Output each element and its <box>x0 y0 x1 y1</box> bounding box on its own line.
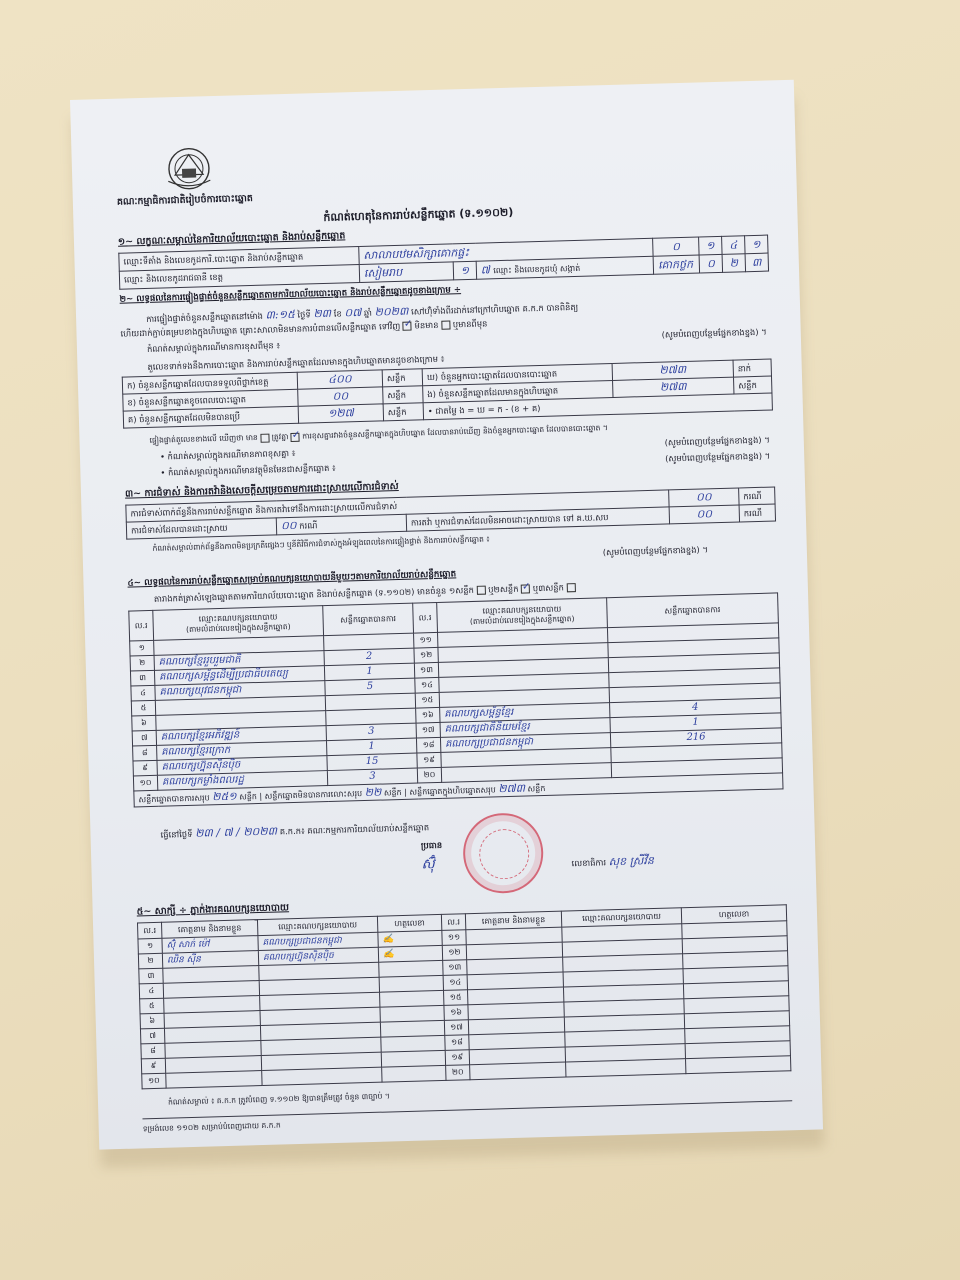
date-label: ធ្វើនៅថ្ងៃទី <box>160 828 193 840</box>
count-label: ង) ចំនួនសន្លឹកឆ្នោតដែលមានក្នុងហិបឆ្នោត <box>423 380 613 402</box>
witness-no: ១៩ <box>445 1050 469 1066</box>
chair-label: ប្រធាន <box>420 839 443 851</box>
result-no: ៤ <box>131 685 155 701</box>
two-sheets-checkbox[interactable] <box>521 584 530 593</box>
verification-day: ២៣ <box>313 306 332 321</box>
witness-no: ២ <box>138 953 162 969</box>
result-no: ១០ <box>133 775 157 791</box>
three-sheets-label: ឬ៣សន្លឹក <box>532 582 565 594</box>
witness-no: ១៧ <box>444 1020 468 1036</box>
form-reference: ទម្រង់លេខ ១១០២ សម្រាប់បំពេញដោយ គ.ក.ក <box>142 1120 281 1134</box>
commune-code-digit: ៣ <box>745 253 769 272</box>
count-label: គ) ចំនួនសន្លឹកឆ្នោតដែលមិនបានប្រើ <box>123 406 298 428</box>
bullet-note-1-label: • កំណត់សម្គាល់ក្នុងករណីមានភាពខុសគ្នា ៖ <box>159 447 296 462</box>
committee-name: គ.ក.ក៖ គណៈកម្មការការិយាល័យរាប់សន្លឹកឆ្នោត <box>279 822 430 837</box>
section4-title: ៤~ លទ្ធផលនៃការរាប់សន្លឹកឆ្នោតសម្រាប់គណបក្សនយោបាយនីមួយៗតាមការិយាល័យរាប់សន្លឹកឆ្នោត <box>127 569 457 589</box>
issue-label: ឬមានពីមុន <box>452 318 488 330</box>
result-party: គណបក្សយុវជនកម្ពុជា <box>155 681 325 701</box>
witness-table <box>137 904 791 1089</box>
witness-no: ៩ <box>141 1058 165 1074</box>
witness-no: ៧ <box>140 1028 164 1044</box>
unresolved-unit: ករណី <box>739 504 775 522</box>
count-label: ខ) ចំនួនសន្លឹកឆ្នោតខូចពេលបោះឆ្នោត <box>123 389 298 411</box>
official-stamp-icon <box>462 812 544 894</box>
form-title: កំណត់ហេតុនៃការរាប់សន្លឹកឆ្នោត (ទ.១១០២) <box>323 205 514 224</box>
col-party-sub: (តាមលំដាប់លេខរៀងក្នុងសន្លឹកឆ្នោត) <box>185 621 291 634</box>
result-no: ១ <box>130 640 154 656</box>
result-votes: 3 <box>327 768 417 786</box>
witness-party: គណបក្សហ្វ៊ុនស៊ិនប៉ិច <box>258 947 378 965</box>
col-no-header: ល.រ <box>129 610 154 641</box>
witness-name <box>166 1071 262 1089</box>
result-votes: 3 <box>326 723 416 741</box>
province-code-digit: ១ <box>453 261 476 280</box>
count-formula: • ជាតម្លៃ ង = ឃ = ក - (ខ + គ) <box>423 393 772 420</box>
result-no: ១៧ <box>416 722 440 738</box>
result-no: ១២ <box>414 647 438 663</box>
result-party: គណបក្សជាតិនិយមខ្មែរ <box>440 718 610 738</box>
count-label: ក) ចំនួនសន្លឹកឆ្នោតដែលបានទទួលពីថ្នាក់ខេត្ត <box>122 372 297 394</box>
col-votes-header: សន្លឹកឆ្នោតបានការ <box>323 603 414 636</box>
result-no: ៦ <box>132 715 156 731</box>
result-party: គណបក្សហ្វ៊ុនស៊ិនប៉ិច <box>157 756 327 776</box>
province-code-digit: ៧ <box>480 263 490 277</box>
total-box-label: សន្លឹកឆ្នោតក្នុងហិបឆ្នោតសរុប <box>409 785 496 797</box>
nec-logo-icon <box>161 144 216 193</box>
witness-no: ១៦ <box>444 1005 468 1021</box>
count-label: ឃ) ចំនួនអ្នកបោះឆ្នោតដែលបានបោះឆ្នោត <box>422 363 612 385</box>
secretary-signature: សុខ ស្រីវីន <box>608 853 655 869</box>
total-valid-value: ២៥១ <box>211 789 237 804</box>
resolved-label: ការជំទាស់ដែលបានដោះស្រាយ <box>126 518 276 539</box>
objection-count: ០០ <box>669 488 739 507</box>
date-line <box>160 820 429 841</box>
col-no-header: ល.រ <box>413 602 438 633</box>
objection-label: ការជំទាស់ពាក់ព័ន្ធនឹងការរាប់សន្លឹកឆ្នោត និងការតវ៉ាទៅនឹងការដោះស្រាយលើការជំទាស់ <box>126 490 669 522</box>
witness-no: ១៣ <box>443 960 467 976</box>
witness-party-header: ឈ្មោះគណបក្សនយោបាយ <box>561 908 681 927</box>
totals-row: សន្លឹកឆ្នោតបានការសរុប ២៥១ សន្លឹក | សន្លឹកឆ្នោតមិនបានការលោះសរុប ២២ សន្លឹក | សន្លឹកឆ្នោតក្នុងហិបឆ្នោតសរុប ២៧៣ សន្លឹក <box>134 773 783 807</box>
total-box-value: ២៧៣ <box>498 781 526 796</box>
secretary-label: លេខាធិការ <box>571 857 607 869</box>
note-hint: (សូមបំពេញបន្ថែមផ្នែកខាងខ្នង) ។ <box>661 326 767 340</box>
result-no: ១៩ <box>417 752 441 768</box>
witness-party: គណបក្សប្រជាជនកម្ពុជា <box>258 932 378 950</box>
station-code-digit: ១ <box>699 236 722 255</box>
witness-name: ស៊ុំ សាក់ ម៉ៅ <box>162 936 258 954</box>
result-party: គណបក្សសម្ព័ន្ធខ្មែរ <box>440 703 610 723</box>
result-no: ៥ <box>131 700 155 716</box>
witness-party-header: ឈ្មោះគណបក្សនយោបាយ <box>257 916 377 935</box>
organization-name: គណៈកម្មាធិការជាតិរៀបចំការបោះឆ្នោត <box>116 192 254 208</box>
result-party: គណបក្សខ្មែរអភិវឌ្ឍន៍ <box>156 726 326 746</box>
result-no: ៩ <box>133 760 157 776</box>
result-party: គណបក្សសម្ព័ន្ធដើម្បីប្រជាធិបតេយ្យ <box>154 666 324 686</box>
station-code-digit: ១ <box>745 235 769 254</box>
witness-signature <box>382 1065 446 1082</box>
count-unit: សន្លឹក <box>383 403 423 421</box>
result-votes: 1 <box>326 738 416 756</box>
result-votes: 1 <box>610 713 781 733</box>
verification-line2: សៅហ៊ុំទាំងពីរដាក់នៅក្រៅហិបឆ្នោត គ.ក.ក បានពិនិត្យ <box>410 301 579 317</box>
result-votes: 2 <box>324 648 414 666</box>
count-value: ៤០០ <box>297 370 382 389</box>
match-checkbox[interactable] <box>291 432 300 441</box>
station-label: ឈ្មោះទីតាំង និងលេខកូដការិ.បោះឆ្នោត និងរាប់សន្លឹកឆ្នោត <box>119 246 359 271</box>
witness-no: ៤ <box>139 983 163 999</box>
result-party: គណបក្សខ្មែររួបរួមជាតិ <box>154 651 324 671</box>
section2-title: ២~ លទ្ធផលនៃការផ្ទៀងផ្ទាត់ចំនួនសន្លឹកឆ្នោតតាមការិយាល័យបោះឆ្នោត និងរាប់សន្លឹកឆ្នោតដូចខាងក្រោម ÷ <box>119 285 462 305</box>
col-votes-header: សន្លឹកឆ្នោតបានការ <box>607 593 779 628</box>
result-no: ១៥ <box>415 692 439 708</box>
unresolved-count: ០០ <box>669 505 739 524</box>
tally-intro: តារាងកត់ត្រាសំឡេងឆ្នោតតាមការិយាល័យបោះឆ្នោត និងរាប់សន្លឹកឆ្នោត (ទ.១១០២) មានចំនួន ១សន្លឹក <box>153 584 475 604</box>
mismatch-label: ការខុសគ្នារវាងចំនួនសន្លឹកឆ្នោតក្នុងហិបឆ្នោត ដែលបានរាប់ឃើញ និងចំនួនអ្នកបោះឆ្នោត ដែលបានបោះឆ្នោត ។ <box>302 423 608 441</box>
secretary-line <box>571 854 654 869</box>
witness-no: ១០ <box>142 1073 166 1089</box>
witness-no-header: ល.រ <box>138 922 162 939</box>
col-party-header <box>153 606 324 641</box>
no-issue-label: មិនមាន <box>414 319 439 331</box>
count-unit: សន្លឹក <box>383 386 423 404</box>
section1-title: ១~ លក្ខណៈសម្គាល់នៃការិយាល័យបោះឆ្នោត និងរាប់សន្លឹកឆ្នោត <box>117 230 346 248</box>
result-no: ១៤ <box>415 677 439 693</box>
witness-party <box>566 1059 686 1077</box>
one-sheet-checkbox[interactable] <box>476 586 485 595</box>
station-code-digit: ០ <box>653 237 699 256</box>
witness-name <box>470 1062 566 1080</box>
result-party: គណបក្សខ្មែរក្រោក <box>157 741 327 761</box>
result-party: គណបក្សកម្លាំងពលរដ្ឋ <box>157 771 327 791</box>
result-no: ១៣ <box>414 662 438 678</box>
result-no: ១៦ <box>416 707 440 723</box>
result-no: ១១ <box>414 632 438 648</box>
witness-no: ១ <box>138 938 162 954</box>
bullet-note-2-hint: (សូមបំពេញបន្ថែមផ្នែកខាងខ្នង) ។ <box>665 450 771 464</box>
results-table <box>128 592 783 807</box>
result-votes: 1 <box>324 663 414 681</box>
witness-name: ឈិន ស៊ីន <box>162 951 258 969</box>
commune-code-digit: ០ <box>699 254 722 273</box>
col-party-title: ឈ្មោះគណបក្សនយោបាយ <box>482 604 562 616</box>
footnote: កំណត់សម្គាល់ ៖ គ.ក.ក ត្រូវបំពេញ ទ.១១០២ ឱ្យបានត្រឹមត្រូវ ចំនួន ៣ច្បាប់ ។ <box>167 1091 390 1107</box>
witness-no: ១៥ <box>444 990 468 1006</box>
section5-title: ៥~ សាក្សី ÷ ភ្នាក់ងារគណបក្សនយោបាយ <box>136 902 290 918</box>
objection-unit: ករណី <box>739 487 775 505</box>
count-unit: សន្លឹក <box>382 369 422 387</box>
commune-code-digit: ២ <box>722 254 745 273</box>
verification-month: ០៧ <box>344 305 362 320</box>
result-votes: 216 <box>610 728 781 748</box>
month-label: ខែ <box>333 308 342 319</box>
commune-name: គោកថ្លក <box>653 255 699 274</box>
result-votes: 5 <box>325 678 415 696</box>
witness-no: ១៤ <box>443 975 467 991</box>
result-no: ១៨ <box>416 737 440 753</box>
unresolved-label: ការតវ៉ា ឬការជំទាស់ដែលមិនអាចដោះស្រាយបាន ទៅ គ.ឃ.សប <box>406 507 669 531</box>
verification-time: ៣:១៥ <box>265 307 295 322</box>
verification-line3: ហើយដាក់ភ្ជាប់គម្របខាងក្នុងហិបឆ្នោត គ្រោះសាលាមិនមានការបំពានលើសន្លឹកឆ្នោត ទៅវិញ <box>120 320 401 339</box>
witness-no: ២០ <box>446 1065 470 1081</box>
total-box-unit: សន្លឹក <box>527 783 546 794</box>
verification-intro: ការផ្ទៀងផ្ទាត់ចំនួនសន្លឹកឆ្នោតនៅម៉ោង <box>146 310 264 324</box>
chair-signature: ស៊ុំ <box>421 856 436 873</box>
resolved-unit: ករណី <box>299 520 318 532</box>
col-party-header <box>437 598 608 633</box>
election-form-sheet <box>70 80 823 1150</box>
witness-no: ១១ <box>442 930 466 946</box>
count-unit: សន្លឹក <box>733 376 771 394</box>
witness-no: ១៨ <box>445 1035 469 1051</box>
bullet-note-2-label: • កំណត់សម្គាល់ក្នុងករណីមានវត្ថុមិនមែនជាសន្លឹកឆ្នោត ៖ <box>160 462 336 478</box>
witness-no: ៥ <box>140 998 164 1014</box>
result-no: ៣ <box>130 670 154 686</box>
total-invalid-label: សន្លឹកឆ្នោតមិនបានការលោះសរុប <box>264 789 363 801</box>
witness-sig-header: ហត្ថលេខា <box>377 914 441 932</box>
witness-signature <box>686 1056 791 1074</box>
no-issue-checkbox[interactable] <box>403 322 412 331</box>
bullet-note-1-hint: (សូមបំពេញបន្ថែមផ្នែកខាងខ្នង) ។ <box>664 434 770 448</box>
witness-no-header: ល.រ <box>441 914 465 931</box>
table-intro: តួលេខទាក់ទងនឹងការបោះឆ្នោត និងការរាប់សន្លឹកឆ្នោតដែលមានក្នុងហិបឆ្នោតមានដូចខាងក្រោម ៖ <box>147 353 445 372</box>
day-label: ថ្ងៃទី <box>297 309 311 320</box>
result-no: ២ <box>130 655 154 671</box>
witness-party <box>262 1067 382 1085</box>
witness-sig-header: ហត្ថលេខា <box>681 905 786 924</box>
count-value: ០០ <box>298 387 383 406</box>
three-sheets-checkbox[interactable] <box>566 583 575 592</box>
station-name: សាលាបឋមសិក្សាគោកផ្ទះ <box>359 238 654 264</box>
total-invalid-value: ២២ <box>364 785 382 800</box>
witness-name-header: គោត្តនាម និងនាមខ្លួន <box>465 911 561 930</box>
note-label: កំណត់សម្គាល់ក្នុងករណីមានការខុសពីមុន ៖ <box>146 340 281 354</box>
objection-hint: (សូមបំពេញបន្ថែមផ្នែកខាងខ្នង) ។ <box>602 544 709 558</box>
commune-label: ឈ្មោះ និងលេខកូដឃុំ សង្កាត់ <box>493 263 581 276</box>
section3-title: ៣~ ការជំទាស់ និងការតវ៉ានិងសេចក្តីសម្រេចតាមការដោះស្រាយលើការជំទាស់ <box>124 480 399 500</box>
verification-year: ២០២៣ <box>374 304 409 319</box>
result-party: គណបក្សប្រជាជនកម្ពុជា <box>440 733 610 753</box>
witness-no: ៦ <box>140 1013 164 1029</box>
count-value: ១២៧ <box>298 404 383 423</box>
resolved-count: ០០ <box>280 519 297 533</box>
station-code-digit: ៤ <box>722 236 745 255</box>
result-votes: 15 <box>327 753 417 771</box>
witness-name-header: គោត្តនាម និងនាមខ្លួន <box>161 920 257 939</box>
total-valid-label: សន្លឹកឆ្នោតបានការសរុប <box>138 793 210 805</box>
col-party-title: ឈ្មោះគណបក្សនយោបាយ <box>198 612 278 624</box>
witness-no: ៣ <box>139 968 163 984</box>
result-no: ៨ <box>133 745 157 761</box>
year-label: ឆ្នាំ <box>363 307 373 318</box>
witness-signature: ✍ <box>378 945 442 962</box>
result-votes: 4 <box>610 698 781 718</box>
result-no: ៧ <box>132 730 156 746</box>
province-name: សៀមរាប <box>359 262 453 283</box>
date-value: ២៣ / ៧ / ២០២៣ <box>194 824 278 840</box>
province-label: ឈ្មោះ និងលេខកូដរាជធានី ខេត្ត <box>119 264 359 289</box>
two-sheets-label: ឬ២សន្លឹក <box>488 583 519 595</box>
count-value: ២៧៣ <box>613 377 734 397</box>
match-label: ត្រូវគ្នា <box>271 432 289 442</box>
witness-no: ១២ <box>442 945 466 961</box>
total-valid-unit: សន្លឹក <box>239 792 258 802</box>
result-no: ២០ <box>417 767 441 783</box>
mismatch-checkbox[interactable] <box>260 433 269 442</box>
total-invalid-unit: សន្លឹក <box>383 788 402 798</box>
witness-signature: ✍ <box>378 930 442 947</box>
col-party-sub: (តាមលំដាប់លេខរៀងក្នុងសន្លឹកឆ្នោត) <box>469 613 575 626</box>
count-value: ២៧៣ <box>612 360 733 380</box>
objection-note: កំណត់សម្គាល់ពាក់ព័ន្ធនឹងភាពមិនប្រក្រតីផ្សេងៗ ឬនីតិវិធីការជំទាស់ក្នុងអំឡុងពេលនៃការផ្ទៀងផ្ទាត់ និងការរាប់សន្លឹកឆ្នោត ៖ <box>152 534 490 553</box>
witness-no: ៨ <box>141 1043 165 1059</box>
issue-checkbox[interactable] <box>441 320 450 329</box>
count-unit: នាក់ <box>733 359 771 377</box>
check-line-label: ផ្ទៀងផ្ទាត់តួលេខខាងលើ ឃើញថា មាន <box>149 432 258 445</box>
